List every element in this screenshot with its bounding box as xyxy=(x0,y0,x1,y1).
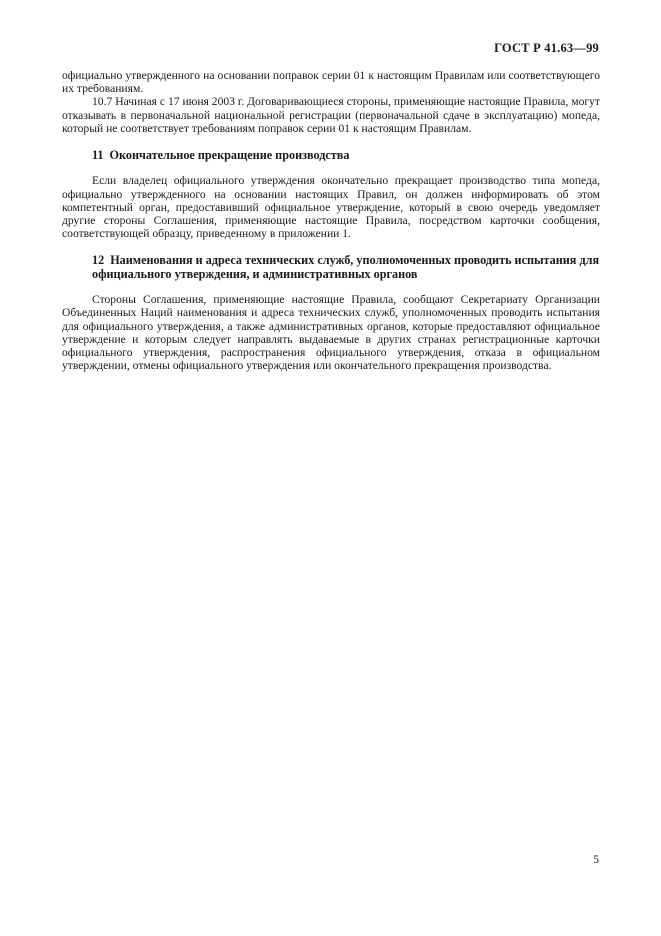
section-11-text: Если владелец официального утверждения окончательно прекращает производство типа мопеда, официально утвержденного на основании настоящих Правил, он должен информировать об этом компетентный орган, предоставивший официальное утверждение, который в свою очередь уведомляет другие стороны Соглашения, применяющие настоящие Правила, посредством карточки сообщения, соответствующей образцу, приведенному в приложении 1. xyxy=(62,174,600,241)
section-11-title: Окончательное прекращение производства xyxy=(109,148,350,163)
section-12-number: 12 xyxy=(92,253,105,268)
section-11-heading xyxy=(62,149,600,162)
document-body xyxy=(62,69,600,372)
intro-paragraph: официально утвержденного на основании поправок серии 01 к настоящим Правилам или соответствующего их требованиям. xyxy=(62,69,600,96)
clause-10-7: 10.7 Начиная с 17 июня 2003 г. Договаривающиеся стороны, применяющие настоящие Правила, могут отказывать в первоначальной национальной регистрации (первоначальной сдаче в эксплуатацию) мопеда, который не соответствует требованиям поправок серии 01 к настоящим Правилам. xyxy=(62,95,600,135)
section-12-heading xyxy=(62,254,600,281)
section-12-text: Стороны Соглашения, применяющие настоящие Правила, сообщают Секретариату Организации Объединенных Наций наименования и адреса технических служб, уполномоченных проводить испытания для официального утверждения, а также административных органов, которые предоставляют официальное утверждение и которым следует направлять выдаваемые в других странах регистрационные карточки официального утверждения, распространения официального утверждения, отказа в официальном утверждении, отмены официального утверждения или окончательного прекращения производства. xyxy=(62,293,600,373)
document-code: ГОСТ Р 41.63—99 xyxy=(494,41,599,55)
section-12-title: Наименования и адреса технических служб, уполномоченных проводить испытания для официального утверждения, и административных органов xyxy=(92,253,600,281)
page-number: 5 xyxy=(593,853,599,866)
section-11-number: 11 xyxy=(92,148,104,163)
